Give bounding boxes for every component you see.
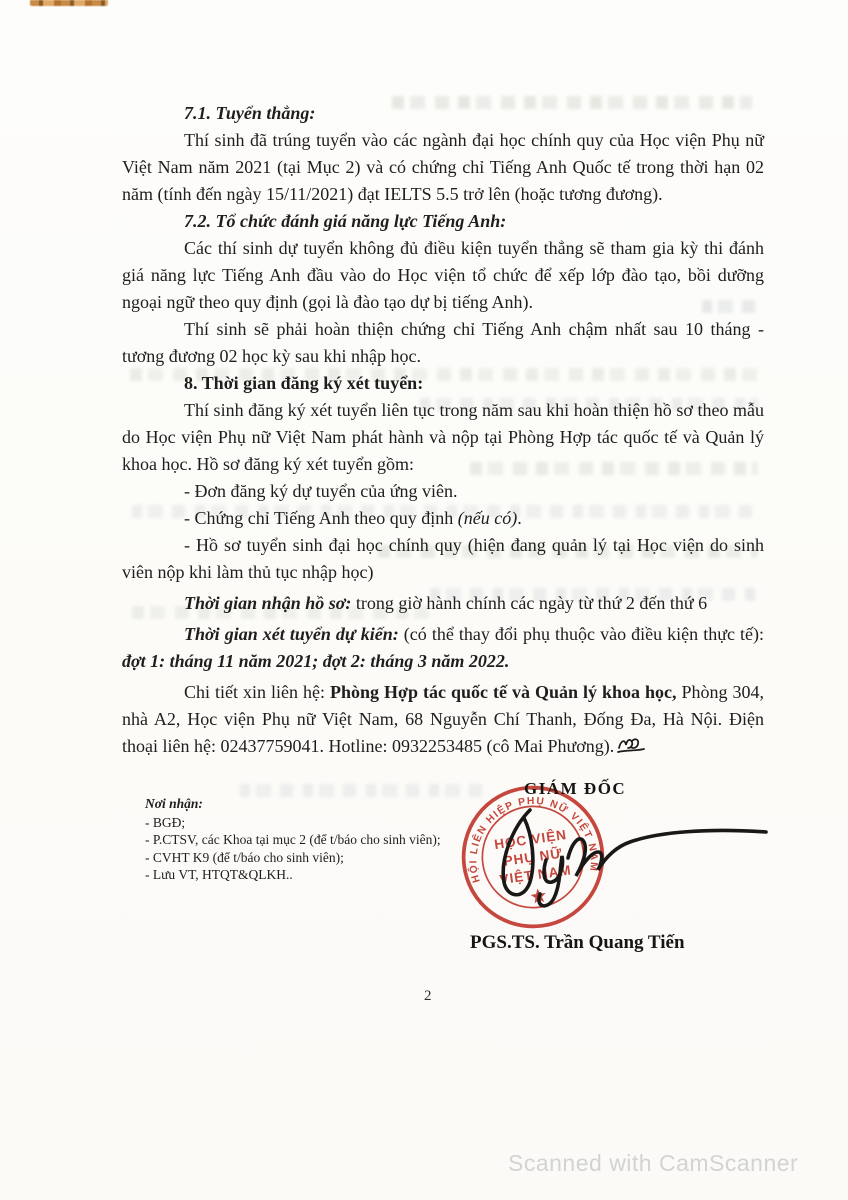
signer-title: GIÁM ĐỐC: [524, 779, 627, 798]
recipients-block: [145, 795, 485, 884]
section-7-2-heading: 7.2. Tổ chức đánh giá năng lực Tiếng Anh:: [184, 211, 507, 231]
contact-pre: Chi tiết xin liên hệ:: [184, 682, 330, 702]
contact-details: Phòng 304, nhà A2, Học viện Phụ nữ Việt Nam, 68 Nguyễn Chí Thanh, Đống Đa, Hà Nội. Điện thoại liên hệ: 02437759041. Hotline: 0932253485 (cô Mai Phương).: [122, 682, 764, 756]
section-7-2-paragraph-1: Các thí sinh dự tuyển không đủ điều kiện tuyển thẳng sẽ tham gia kỳ thi đánh giá năng lực Tiếng Anh đầu vào do Học viện tổ chức để xếp lớp đào tạo, bồi dưỡng ngoại ngữ theo quy định (gọi là đào tạo dự bị tiếng Anh).: [122, 238, 764, 312]
dossier-list-item-2-end: .: [517, 508, 522, 528]
dossier-list-item-2: [122, 505, 764, 532]
stamp-ring-text: HỘI LIÊN HIỆP PHỤ NỮ VIỆT NAM: [468, 795, 599, 884]
page-number: 2: [424, 988, 432, 1004]
recipients-list: [145, 814, 485, 884]
handwritten-initials: [616, 735, 646, 755]
receive-time-paragraph: [122, 590, 764, 617]
section-8-paragraph: Thí sinh đăng ký xét tuyển liên tục trong năm sau khi hoàn thiện hồ sơ theo mẫu do Học viện Phụ nữ Việt Nam phát hành và nộp tại Phòng Hợp tác quốc tế và Quản lý khoa học. Hồ sơ đăng ký xét tuyển gồm:: [122, 400, 764, 474]
section-7-2-paragraph-2: Thí sinh sẽ phải hoàn thiện chứng chỉ Tiếng Anh chậm nhất sau 10 tháng - tương đương 02 học kỳ sau khi nhập học.: [122, 319, 764, 366]
review-time-paragraph: [122, 621, 764, 675]
section-7-1-paragraph: Thí sinh đã trúng tuyển vào các ngành đại học chính quy của Học viện Phụ nữ Việt Nam năm 2021 (tại Mục 2) và có chứng chỉ Tiếng Anh Quốc tế trong thời hạn 02 năm (tính đến ngày 15/11/2021) đạt IELTS 5.5 trở lên (hoặc tương đương).: [122, 130, 764, 204]
dossier-list-item-2-text: - Chứng chỉ Tiếng Anh theo quy định: [184, 508, 458, 528]
section-8-heading: 8. Thời gian đăng ký xét tuyển:: [184, 373, 424, 393]
camscanner-watermark: Scanned with CamScanner: [508, 1150, 799, 1176]
contact-paragraph: [122, 679, 764, 760]
signer-name: PGS.TS. Trần Quang Tiến: [470, 932, 685, 953]
section-7-1-heading: 7.1. Tuyển thẳng:: [184, 103, 316, 123]
stamp-center-line-3: VIỆT NAM: [498, 862, 573, 888]
dossier-list-item-2-note: (nếu có): [457, 508, 518, 528]
review-time-dates: đợt 1: tháng 11 năm 2021; đợt 2: tháng 3 năm 2022.: [122, 651, 510, 671]
scan-edge-artifact: [30, 0, 108, 6]
contact-office: Phòng Hợp tác quốc tế và Quản lý khoa học,: [329, 682, 677, 702]
dossier-list-item-3: - Hồ sơ tuyển sinh đại học chính quy (hiện đang quản lý tại Học viện do sinh viên nộp khi làm thủ tục nhập học): [122, 535, 764, 582]
receive-time-text: trong giờ hành chính các ngày từ thứ 2 đến thứ 6: [351, 593, 708, 613]
stamp-center-line-2: PHỤ NỮ: [502, 845, 564, 869]
review-time-label: Thời gian xét tuyển dự kiến:: [184, 624, 399, 644]
recipient-item: - P.CTSV, các Khoa tại mục 2 (để t/báo cho sinh viên);: [145, 832, 441, 847]
dossier-list-item-1: - Đơn đăng ký dự tuyển của ứng viên.: [184, 481, 458, 501]
document-body: [122, 100, 764, 760]
receive-time-label: Thời gian nhận hồ sơ:: [184, 593, 352, 613]
recipient-item: - Lưu VT, HTQT&QLKH..: [145, 867, 293, 882]
stamp-center-line-1: HỌC VIỆN: [493, 827, 568, 853]
recipients-heading: Nơi nhận:: [145, 796, 203, 811]
recipient-item: - BGĐ;: [145, 814, 186, 830]
director-signature: [472, 798, 772, 913]
recipient-item: - CVHT K9 (để t/báo cho sinh viên);: [145, 849, 344, 865]
review-time-text: (có thể thay đổi phụ thuộc vào điều kiện thực tế):: [398, 624, 765, 644]
